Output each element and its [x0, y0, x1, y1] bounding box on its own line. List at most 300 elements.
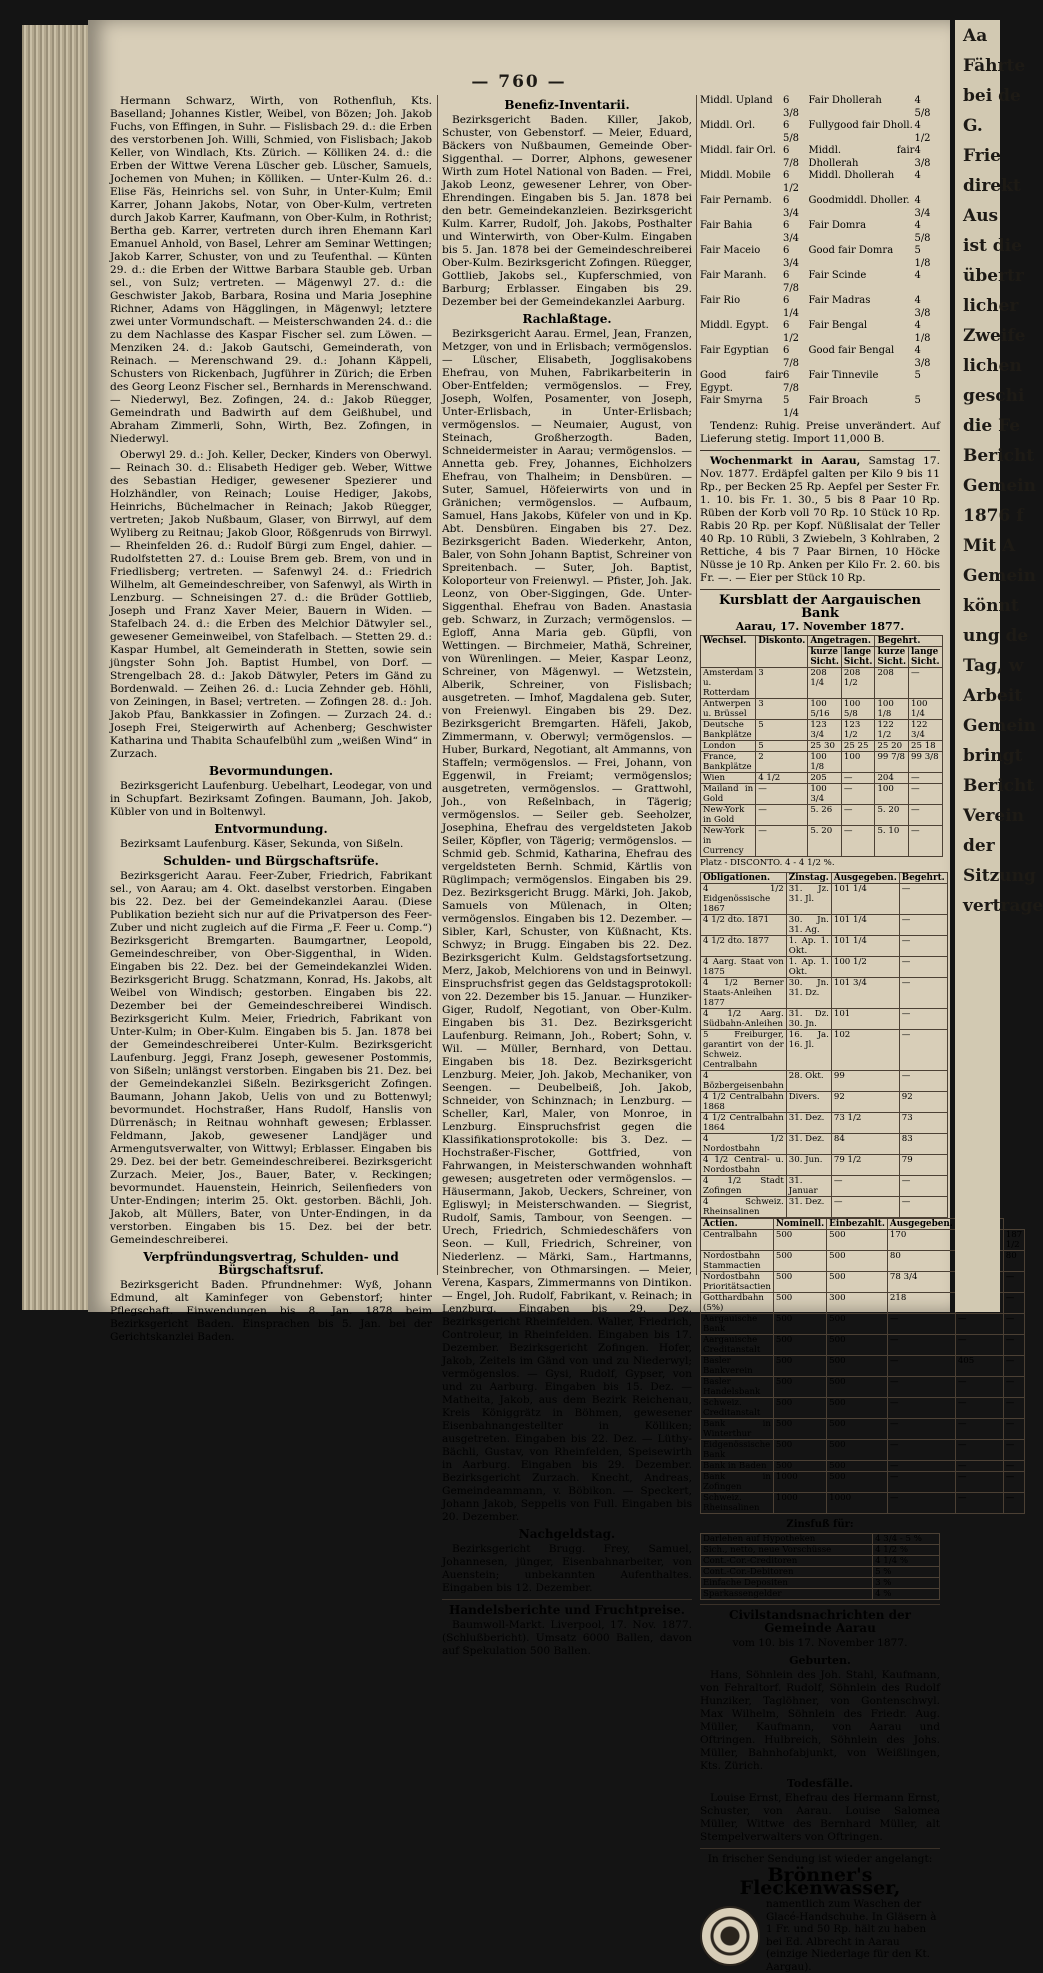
aktien-cell: — — [955, 1493, 1003, 1514]
adjacent-page-text: ung de — [963, 626, 1029, 646]
obligationen-cell: 73 — [899, 1113, 947, 1134]
obligationen-cell: 101 — [831, 1009, 899, 1030]
column-2 — [442, 95, 692, 1657]
wechsel-cell: 25 25 — [841, 741, 875, 752]
wechsel-cell: France, Bankplätze — [701, 752, 756, 773]
aktien-cell: 500 — [773, 1293, 826, 1314]
wechsel-cell: 100 5/8 — [841, 699, 875, 720]
aktien-cell: — — [955, 1335, 1003, 1356]
aktien-cell: — — [887, 1356, 955, 1377]
cotton-cell: Fair Scinde — [808, 270, 867, 281]
cotton-cell: 6 1/4 — [782, 295, 800, 319]
aktien-cell: — — [887, 1493, 955, 1514]
cotton-cell: Middl. Egypt. — [700, 320, 769, 331]
aktien-cell: Schweiz. Rheinsalinen — [701, 1493, 774, 1514]
cotton-cell: Good fair Domra — [808, 245, 894, 256]
obligationen-cell: — — [899, 957, 947, 978]
adjacent-page-text: die Fe — [963, 416, 1021, 436]
todesfaelle-text: Louise Ernst, Ehefrau des Hermann Ernst, Schuster, von Aarau. Louise Salomea Müller, Wittwe des Bernhard Müller, alt Stempelverwalters von Oftringen. — [700, 1792, 940, 1843]
aktien-row — [701, 1335, 1025, 1356]
aktien-cell: 500 — [773, 1419, 826, 1440]
aktien-cell: 500 — [773, 1461, 826, 1472]
cotton-cell: 6 3/4 — [782, 245, 800, 269]
aktien-cell: — — [887, 1472, 955, 1493]
obligationen-cell: — — [899, 1176, 947, 1197]
obligationen-cell: 4 Schweiz. Rheinsalinen — [701, 1197, 787, 1218]
zinsfuss-row — [701, 1534, 940, 1545]
bank-date: Aarau, 17. November 1877. — [735, 620, 905, 633]
wechsel-cell: 100 1/4 — [909, 699, 943, 720]
aktien-cell: 500 — [827, 1314, 888, 1335]
bank-title: Kursblatt der Aargauischen Bank — [718, 593, 922, 621]
cotton-cell: 4 5/8 — [914, 95, 931, 119]
cotton-price-table — [700, 95, 940, 420]
paragraph-nachlasstage: Bezirksgericht Aarau. Ermel, Jean, Franzen, Metzger, von und in Erlisbach; vermögenslos. — Lüscher, Elisabeth, Jogglisakobens Ehefrau, von Muhen, Fabrikarbeiterin in Ober-Entfelden; vermögenslos. — Frey, Joseph, Wolfen, Posamenter, von Joseph, Unter-Erlisbach, in Unter-Erlisbach; vermögenslos. — Neumaier, August, von Steinach, Großherzogth. Baden, Schneidermeister in Aarau; vermögenslos. — Annetta geb. Frey, Johannes, Eichholzers Ehefrau, von Thalheim; in Densbüren. — Suter, Samuel, Höfeierwirts von und in Gränichen; vermögenslos. — Aufbaum, Samuel, Hans Jakobs, Küfeler von und in Kp. Abt. Densbüren. Eingaben bis 27. Dez. Bezirksgericht Baden. Wiederkehr, Anton, Baler, von Sohn Johann Baptist, Schreiner von Spreitenbach. — Suter, Joh. Baptist, Koloporteur von Freienwyl. — Pfister, Joh. Jak. Leonz, von Ober-Siggingen, Gde. Unter-Siggenthal. Ehefrau von Baden. Anastasia geb. Schwarz, in Zurzach; vermögenslos. — Egloff, Anna Maria geb. Güpfli, von Wettingen. — Birchmeier, Mathä, Schreiner, von Würenlingen. — Meier, Kaspar Leonz, Schreiner, von Mägenwyl. — Wetzstein, Alberik, Schreiner, von Fislisbach; ausgetreten. — Imhof, Magdalena geb. Suter, von Freienwyl. Eingaben bis 29. Dez. Bezirksgericht Bremgarten. Häfeli, Jakob, Zimmermann, v. Oberwyl; vermögenslos. — Huber, Burkard, Negotiant, alt Ammanns, von Staffeln; vermögenslos. — Frei, Johann, von Eggenwil, in Freiamt; vermögenslos; ausgetreten, vermögenslos. — Grattwohl, Joh., von Reßelnbach, in Tägerig; vermögenslos. — Seiler geb. Seeholzer, Josephina, Ehefrau des vergeldsteten Jakob Seiler, Köpfler, von Tägerig; vermögenslos. — Schmid geb. Schmid, Katharina, Ehefrau des vergeldsteten Bernh. Schmid, Kärtlis von Rüglimpach; vermögenslos. Eingaben bis 29. Dez. Bezirksgericht Brugg. Märki, Joh. Jakob, Samuels von Mülenach, in Olten; vermögenslos. Eingaben bis 12. Dezember. — Sibler, Karl, Schuster, von Küßnacht, Kts. Schwyz; in Brugg. Eingaben bis 22. Dez. Bezirksgericht Kulm. Geldstagsfortsetzung. Merz, Jakob, Melchiorens von und in Beinwyl. Einspruchsfrist gegen das Geldstagsprotokoll: von 22. Dezember bis 15. Januar. — Hunziker-Giger, Rudolf, Negotiant, von Ober-Kulm. Eingaben bis 31. Dez. Bezirksgericht Laufenburg. Reimann, Joh., Robert; Sohn, v. Wil. — Müller, Bernhard, von Dettau. Eingaben bis 18. Dez. Bezirksgericht Lenzburg. Meier, Joh. Jakob, Mechaniker, von Seengen. — Deubelbeiß, Joh. Jakob, Schneider, von Schinznach; in Lenzburg. — Scheller, Karl, Maler, von Monroe, in Lenzburg. Einspruchsfrist gegen die Klassifikationsprotokolle: bis 3. Dez. — Hochstraßer-Fischer, Gottfried, von Fahrwangen, in Meisterschwanden wohnhaft gewesen; ausgetreten oder vermögenslos. — Häusermann, Jakob, Ueckers, Schreiner, von Egliswyl; in Meisterschwanden. — Siegrist, Rudolf, Samis, Tambour, von Seengen. — Urech, Friedrich, Schmiedeschäfers von Seon. — Kull, Friedrich, Schreiner, von Niederlenz. — Märki, Sam., Hartmanns, Steinbrecher, von Othmarsingen. — Meier, Verena, Kaspars, Zimmermanns von Dintikon. — Engel, Joh. Rudolf, Fabrikant, v. Reinach; in Lenzburg. Eingaben bis 29. Dez. Bezirksgericht Rheinfelden. Waller, Friedrich, Controleur, in Rheinfelden. Eingaben bis 17. Dezember. Bezirksgericht Zofingen. Hofer, Jakob, Zeitels im Gänd von und zu Niederwyl; vermögenslos. — Gysi, Rudolf, Gypser, von und zu Aarburg. Eingaben bis 15. Dez. — Matheita, Jakob, aus dem Bezirk Reichenau, Kreis Königgrätz in Böhmen, gewesener Eisenbahnangestellter in Kölliken; ausgetreten. Eingaben bis 22. Dez. — Lüthy-Bächli, Gustav, von Rheinfelden, Speisewirth in Aarburg. Eingaben bis 29. Dezember. Bezirksgericht Zurzach. Knecht, Andreas, Gemeindeammann, v. Böbikon. — Speckert, Johann Jakob, Seppelis von Full. Eingaben bis 20. Dezember. — [442, 328, 692, 1523]
aktien-row — [701, 1461, 1025, 1472]
cotton-cell: Fair Egyptian — [700, 345, 769, 356]
wechsel-cell: 5. 20 — [875, 805, 909, 826]
wechsel-col-header: kurze Sicht. — [875, 647, 909, 668]
zinsfuss-table — [700, 1533, 940, 1600]
obligationen-cell: 101 3/4 — [831, 978, 899, 1009]
aktien-cell: — — [1003, 1493, 1024, 1514]
cotton-cell: Middl. Orl. — [700, 120, 756, 131]
cotton-cell: 6 3/4 — [782, 195, 800, 219]
wechsel-cell: — — [841, 826, 875, 857]
cotton-cell: 5 1/8 — [914, 245, 931, 269]
cotton-cell: Middl. Mobile — [700, 170, 771, 181]
column-rule — [696, 95, 697, 1275]
aktien-cell: — — [1003, 1314, 1024, 1335]
cotton-cell: Middl. Upland — [700, 95, 773, 106]
zinsfuss-cell: 3 % — [873, 1578, 940, 1589]
aktien-cell: 500 — [773, 1272, 826, 1293]
aktien-cell: — — [955, 1472, 1003, 1493]
aktien-cell: — — [887, 1377, 955, 1398]
wechsel-cell: 99 7/8 — [875, 752, 909, 773]
cotton-cell: 6 7/8 — [782, 145, 800, 169]
aktien-row — [701, 1419, 1025, 1440]
wechsel-col-header: lange Sicht. — [841, 647, 875, 668]
zinsfuss-row — [701, 1556, 940, 1567]
wechsel-cell: 5. 26 — [808, 805, 842, 826]
cotton-cell: 4 5/8 — [914, 220, 931, 244]
wechsel-cell: 208 — [875, 668, 909, 699]
wechsel-cell: 25 30 — [808, 741, 842, 752]
cotton-cell: Good fair Egypt. — [700, 370, 783, 394]
obligationen-cell: — — [899, 1071, 947, 1092]
heading-handelsberichte: Handelsberichte und Fruchtpreise. — [449, 1603, 685, 1617]
aktien-cell: 218 — [887, 1293, 955, 1314]
cotton-cell: Fair Dhollerah — [808, 95, 882, 106]
wechsel-cell: 5 — [756, 741, 808, 752]
aktien-cell: 500 — [827, 1251, 888, 1272]
obligationen-cell: 101 1/4 — [831, 884, 899, 915]
wechsel-cell: 5. 20 — [808, 826, 842, 857]
cotton-cell: Fair Bahia — [700, 220, 753, 231]
adjacent-page-text: licher — [963, 296, 1019, 316]
wechsel-cell: 205 — [808, 773, 842, 784]
zinsfuss-cell: 4 3/4 - 5 % — [873, 1534, 940, 1545]
wechsel-note: Platz - DISCONTO. 4 - 4 1/2 %. — [700, 858, 835, 868]
wechsel-row — [701, 720, 943, 741]
obligationen-cell: 4 1/2 Centralbahn 1864 — [701, 1113, 787, 1134]
paragraph-estates-1: Hermann Schwarz, Wirth, von Rothenfluh, Kts. Baselland; Johannes Kistler, Weibel, von Bözen; Joh. Jakob Fuchs, von Effingen, in Suhr. — Fislisbach 29. d.: die Erben des verstorbenen Joh. Willi, Schmied, von Fislisbach; Jakob Keller, von Windlach, Kts. Zürich. — Kölliken 24. d.: die Erben der Wittwe Verena Lüscher geb. Lüscher, Samuels, Jochemen von Muhen; in Kölliken. — Unter-Kulm 26. d.: Elise Fäs, Heinrichs sel. von Suhr, in Unter-Kulm; Emil Karrer, Johann Jakobs, Notar, von Ober-Kulm, vertreten durch Jakob Karrer, Kaufmann, von Ober-Kulm, in Rothrist; Bertha geb. Karrer, vertreten durch ihren Ehemann Karl Emanuel Anhold, von Basel, Lehrer am Seminar Wettingen; Jakob Karrer, Schuster, von und zu Teufenthal. — Künten 29. d.: die Erben der Wittwe Barbara Stauble geb. Urban sel., von Sulz; vertreten. — Mägenwyl 27. d.: die Geschwister Jakob, Barbara, Rosina und Maria Josephine Richner, Adams von Hägglingen, in Mägenwyl; letztere zwei unter Vormundschaft. — Meisterschwanden 24. d.: die zu dem Nachlasse des Kaspar Fischer sel. zum Löwen. — Menziken 24. d.: Jakob Gautschi, Gemeinderath, von Reinach. — Merenschwand 29. d.: Johann Käppeli, Schusters von Rickenbach, Jugführer in Zürich; die Erben des Georg Leonz Fischer sel., Bernhards in Merenschwand. — Niederwyl, Bez. Zofingen, 24. d.: Jakob Rüegger, Gemeindrath und Badwirth auf dem Geißhubel, und Abraham Zimmerli, Sohn, Wirth, Bez. Zofingen, in Niederwyl. — [110, 95, 432, 445]
obligationen-cell: 4 1/2 Berner Staats-Anleihen 1877 — [701, 978, 787, 1009]
aktien-cell: Basler Bankverein — [701, 1356, 774, 1377]
adjacent-page-text: Arbeit — [963, 686, 1023, 706]
aktien-cell: 500 — [773, 1356, 826, 1377]
cotton-cell: Fair Maranh. — [700, 270, 767, 281]
wechsel-cell: 25 20 — [875, 741, 909, 752]
obligationen-row — [701, 1071, 948, 1092]
wechsel-row — [701, 741, 943, 752]
wechsel-cell: — — [756, 784, 808, 805]
adjacent-page-text: könnt — [963, 596, 1019, 616]
aktien-cell: Nordostbahn Prioritätsactien — [701, 1272, 774, 1293]
wechsel-col-header: lange Sicht. — [909, 647, 943, 668]
adjacent-page-text: G. — [963, 116, 983, 136]
aktien-cell: Bank in Winterthur — [701, 1419, 774, 1440]
obligationen-cell: 31. Dez. — [786, 1113, 831, 1134]
aktien-row — [701, 1314, 1025, 1335]
aktien-cell: 500 — [827, 1440, 888, 1461]
cotton-cell: 4 1/2 — [914, 120, 931, 144]
paragraph-nachgeldstag: Bezirksgericht Brugg. Frey, Samuel, Johannesen, jünger, Eisenbahnarbeiter, von Auenstein; unbekannten Aufenthaltes. Eingaben bis 12. Dezember. — [442, 1543, 692, 1594]
heading-entvormundung: Entvormundung. — [214, 822, 328, 836]
aktien-cell: 1000 — [773, 1472, 826, 1493]
wechsel-cell: New-York in Currency — [701, 826, 756, 857]
obligationen-cell: 30. Jun. — [786, 1155, 831, 1176]
aktien-cell: — — [887, 1398, 955, 1419]
cotton-cell: 4 — [914, 170, 921, 181]
aktien-col-header: Ausgegeben. — [887, 1219, 955, 1230]
aktien-cell: 80 — [887, 1251, 955, 1272]
aktien-cell: — — [1003, 1272, 1024, 1293]
wechsel-cell: 100 — [841, 752, 875, 773]
zinsfuss-cell: 4 % — [873, 1589, 940, 1600]
obligationen-row — [701, 1176, 948, 1197]
wechsel-cell: 3 — [756, 668, 808, 699]
wechsel-cell: — — [909, 805, 943, 826]
obligationen-cell: 4 Bözbergeisenbahn — [701, 1071, 787, 1092]
aktien-cell: 500 — [827, 1356, 888, 1377]
divider — [700, 450, 940, 451]
adjacent-page-text: direkt — [963, 176, 1021, 196]
aktien-cell: Aargauische Bank — [701, 1314, 774, 1335]
cotton-cell: Good fair Bengal — [808, 345, 895, 356]
aktien-cell: — — [1003, 1419, 1024, 1440]
wechsel-cell: 122 3/4 — [909, 720, 943, 741]
aktien-cell: — — [887, 1419, 955, 1440]
aktien-cell: 500 — [773, 1230, 826, 1251]
aktien-row — [701, 1440, 1025, 1461]
aktien-cell: Bank in Zofingen — [701, 1472, 774, 1493]
obligationen-cell: 73 1/2 — [831, 1113, 899, 1134]
wechsel-row — [701, 784, 943, 805]
obligationen-cell: 31. Dz. 30. Jn. — [786, 1009, 831, 1030]
divider — [700, 1604, 940, 1605]
cotton-cell: Fair Broach — [808, 395, 868, 406]
paragraph-entvormundung: Bezirksamt Laufenburg. Käser, Sekunda, von Sißeln. — [120, 838, 404, 850]
ad-title: Brönner's Fleckenwasser, — [739, 1864, 901, 1899]
aktien-cell: 500 — [827, 1377, 888, 1398]
aktien-cell: 500 — [827, 1472, 888, 1493]
civilstand-range: vom 10. bis 17. November 1877. — [732, 1637, 908, 1649]
zinsfuss-cell: 4 1/2 % — [873, 1545, 940, 1556]
obligationen-cell: 31. Dez. — [786, 1197, 831, 1218]
obligationen-cell: — — [899, 915, 947, 936]
obligationen-cell: 92 — [899, 1092, 947, 1113]
obligationen-cell: 31. Januar — [786, 1176, 831, 1197]
wochenmarkt-paragraph — [700, 455, 940, 585]
cotton-row — [700, 270, 940, 295]
aktien-cell: — — [887, 1335, 955, 1356]
heading-civilstand: Civilstandsnachrichten der Gemeinde Aarau — [728, 1608, 911, 1635]
heading-benefiz: Benefiz-Inventarii. — [504, 98, 630, 112]
cotton-cell: Fair Bengal — [808, 320, 868, 331]
heading-bevormundungen: Bevormundungen. — [209, 764, 333, 778]
wechsel-col-header: Diskonto. — [756, 636, 808, 668]
aktien-cell: 1000 — [773, 1493, 826, 1514]
cotton-row — [700, 320, 940, 345]
seal-icon — [700, 1906, 760, 1966]
obligationen-row — [701, 957, 948, 978]
obligationen-row — [701, 1134, 948, 1155]
wechsel-cell: — — [756, 826, 808, 857]
wechsel-row — [701, 805, 943, 826]
cotton-cell: Fullygood fair Dholl. — [808, 120, 913, 131]
adjacent-page-text: der — [963, 836, 995, 856]
aktien-cell: — — [1003, 1356, 1024, 1377]
aktien-cell: 500 — [773, 1335, 826, 1356]
aktien-cell: — — [1003, 1377, 1024, 1398]
obligationen-cell: 31. Dez. — [786, 1134, 831, 1155]
aktien-cell: 78 3/4 — [887, 1272, 955, 1293]
aktien-row — [701, 1398, 1025, 1419]
zinsfuss-cell: 5 % — [873, 1567, 940, 1578]
adjacent-page-text: Gemein — [963, 566, 1036, 586]
wechsel-cell: 122 1/2 — [875, 720, 909, 741]
wechsel-row — [701, 773, 943, 784]
adjacent-page-text: Tag, w — [963, 656, 1024, 676]
divider — [442, 1599, 692, 1600]
adjacent-page-text: Aa — [963, 26, 988, 46]
wechsel-cell: — — [756, 805, 808, 826]
wechsel-row — [701, 668, 943, 699]
wechsel-cell: 100 1/8 — [875, 699, 909, 720]
aktien-cell: 500 — [827, 1335, 888, 1356]
aktien-row — [701, 1493, 1025, 1514]
wechsel-cell: Amsterdam u. Rotterdam — [701, 668, 756, 699]
obligationen-cell: 30. Jn. 31. Dz. — [786, 978, 831, 1009]
ad-intro: In frischer Sendung ist wieder angelangt: — [707, 1853, 933, 1865]
adjacent-page-text: Verein — [963, 806, 1025, 826]
aktien-cell: Nordostbahn Stammactien — [701, 1251, 774, 1272]
obligationen-row — [701, 1030, 948, 1071]
obligationen-row — [701, 936, 948, 957]
cotton-cell: 6 1/2 — [782, 170, 800, 194]
obligationen-row — [701, 884, 948, 915]
obligationen-cell: 101 1/4 — [831, 915, 899, 936]
obligationen-cell: 4 1/2 Aarg. Südbahn-Anleihen — [701, 1009, 787, 1030]
aktien-cell: 500 — [773, 1251, 826, 1272]
cotton-row — [700, 95, 940, 120]
obligationen-cell: 84 — [831, 1134, 899, 1155]
paragraph-bevormundungen: Bezirksgericht Laufenburg. Uebelhart, Leodegar, von und in Schupfart. Bezirksamt Zofingen. Baumann, Joh. Jakob, Kübler von und in Boltenwyl. — [110, 780, 432, 818]
cotton-cell: 4 3/4 — [914, 195, 931, 219]
column-rule — [437, 95, 438, 1275]
obligationen-cell: 100 1/2 — [831, 957, 899, 978]
cotton-cell: 5 — [914, 395, 921, 406]
adjacent-page-text: vertrage — [963, 896, 1043, 916]
aktien-cell: — — [955, 1398, 1003, 1419]
wechsel-cell: — — [841, 773, 875, 784]
aktien-col-header: Einbezahlt. — [827, 1219, 888, 1230]
cotton-cell: 6 7/8 — [782, 270, 800, 294]
wochenmarkt-text: Samstag 17. Nov. 1877. Erdäpfel galten per Kilo 9 bis 11 Rp., per Becken 25 Rp. Aepfel per Sester Fr. 1. 10. bis Fr. 1. 30., 5 bis 8 Paar 10 Rp. Rüben der Korb voll 70 Rp. 10 Stück 10 Rp. Rabis 20 Rp. per Kopf. Nüßlisalat der Teller 40 Rp. 10 Rübli, 3 Zwiebeln, 3 Kohlraben, 2 Rettiche, 4 bis 7 Paar Birnen, 10 Höcke Nüsse je 10 Rp. Anken per Kilo Fr. 2. 60. bis Fr. —. — Eier per Stück 10 Rp. — [700, 455, 941, 584]
aktien-cell: 500 — [773, 1377, 826, 1398]
adjacent-page-text: Sitzung — [963, 866, 1036, 886]
obligationen-row — [701, 915, 948, 936]
zinsfuss-cell: Cont.-Cor.-Debitoren — [701, 1567, 873, 1578]
wechsel-cell: 204 — [875, 773, 909, 784]
wechsel-cell: 123 3/4 — [808, 720, 842, 741]
aktien-col-header: Nominell. — [773, 1219, 826, 1230]
heading-verpfruendung: Verpfründungsvertrag, Schulden- und Bürgschaftsruf. — [143, 1250, 399, 1277]
obligationen-cell: 1. Ap. 1. Okt. — [786, 957, 831, 978]
cotton-cell: 4 3/8 — [914, 345, 931, 369]
adjacent-page-text: Bericht — [963, 776, 1035, 796]
zinsfuss-row — [701, 1589, 940, 1600]
wechsel-cell: 208 1/4 — [808, 668, 842, 699]
aktien-cell: Aargauische Creditanstalt — [701, 1335, 774, 1356]
advertisement-fleckenwasser — [700, 1853, 940, 1973]
obligationen-cell: 99 — [831, 1071, 899, 1092]
obligationen-cell: 16. Ja. 16. Jl. — [786, 1030, 831, 1071]
aktien-cell: 500 — [827, 1419, 888, 1440]
aktien-cell: — — [955, 1419, 1003, 1440]
wechsel-cell: Wien — [701, 773, 756, 784]
wechsel-cell: Mailand in Gold — [701, 784, 756, 805]
page-number: — 760 — — [471, 72, 567, 92]
adjacent-page-text: Fährte — [963, 56, 1026, 76]
cotton-cell: 4 3/8 — [914, 145, 931, 169]
obligationen-cell: — — [899, 884, 947, 915]
obligationen-col-header: Obligationen. — [701, 873, 787, 884]
aktien-cell: Bank in Baden — [701, 1461, 774, 1472]
cotton-cell: Fair Tinnevile — [808, 370, 879, 381]
zinsfuss-row — [701, 1545, 940, 1556]
aktien-cell: 1000 — [827, 1493, 888, 1514]
obligationen-cell: 79 1/2 — [831, 1155, 899, 1176]
cotton-cell: 5 — [914, 370, 921, 381]
obligationen-cell: 92 — [831, 1092, 899, 1113]
obligationen-cell: 31. Jz. 31. Jl. — [786, 884, 831, 915]
obligationen-cell: 4 1/2 Eidgenössische 1867 — [701, 884, 787, 915]
heading-nachlasstage: Rachlaßtage. — [522, 312, 612, 326]
heading-todesfaelle: Todesfälle. — [786, 1777, 854, 1790]
cotton-row — [700, 345, 940, 370]
cotton-row — [700, 195, 940, 220]
geburten-text: Hans, Söhnlein des Joh. Stahl, Kaufmann, von Fehraltorf. Rudolf, Söhnlein des Rudolf Hunziker, Taglöhner, von Gontenschwyl. Max Wilhelm, Söhnlein des Friedr. Aug. Müller, Kaufmann, von Aarau und Oftringen. Hulbreich, Söhnlein des Johs. Müller, Bahnhofabjunkt, von Weißlingen, Kts. Zürich. — [700, 1669, 940, 1772]
wechsel-cell: — — [909, 773, 943, 784]
cotton-cell: 6 7/8 — [782, 345, 800, 369]
cotton-cell: 6 3/8 — [782, 95, 800, 119]
wechsel-cell: 100 1/8 — [808, 752, 842, 773]
divider — [700, 589, 940, 590]
heading-geburten: Geburten. — [789, 1654, 851, 1667]
wechsel-cell: — — [841, 805, 875, 826]
aktien-cell: 170 — [887, 1230, 955, 1251]
cotton-cell: 4 1/8 — [914, 320, 931, 344]
obligationen-cell: — — [899, 1197, 947, 1218]
adjacent-page-text: Mit A — [963, 536, 1016, 556]
wechsel-row — [701, 752, 943, 773]
aktien-row — [701, 1472, 1025, 1493]
adjacent-page-text: geschi — [963, 386, 1025, 406]
cotton-cell: Fair Smyrna — [700, 395, 763, 406]
obligationen-cell: 4 1/2 dto. 1877 — [701, 936, 787, 957]
cotton-cell: 4 — [914, 270, 921, 281]
adjacent-page-text: Zweife — [963, 326, 1026, 346]
cotton-cell: Middl. fair Dhollerah — [808, 145, 915, 169]
aktien-cell: — — [955, 1314, 1003, 1335]
aktien-cell: Schweiz. Creditanstalt — [701, 1398, 774, 1419]
obligationen-cell: 101 1/4 — [831, 936, 899, 957]
heading-nachgeldstag: Nachgeldstag. — [518, 1527, 616, 1541]
obligationen-row — [701, 1009, 948, 1030]
wechsel-cell: Antwerpen u. Brüssel — [701, 699, 756, 720]
adjacent-page-text: bringt — [963, 746, 1023, 766]
wechsel-cell: 123 1/2 — [841, 720, 875, 741]
ad-text: namentlich zum Waschen der Glacé-Handschuhe. In Gläsern à 1 Fr. und 50 Rp. hält zu haben bei Ed. Albrecht in Aarau (einzige Niederlage für den Kt. Aargau). — [766, 1898, 937, 1973]
aktien-cell: — — [887, 1461, 955, 1472]
obligationen-col-header: Zinstag. — [786, 873, 831, 884]
cotton-cell: Middl. Dhollerah — [808, 170, 895, 181]
zinsfuss-row — [701, 1578, 940, 1589]
zinsfuss-cell: 4 1/4 % — [873, 1556, 940, 1567]
obligationen-cell: — — [899, 978, 947, 1009]
wechsel-cell: 4 1/2 — [756, 773, 808, 784]
paragraph-schulden: Bezirksgericht Aarau. Feer-Zuber, Friedrich, Fabrikant sel., von Aarau; am 4. Okt. daselbst verstorben. Eingaben bis 22. Dez. bei der Gemeindekanzlei Aarau. (Diese Publikation bezieht sich nur auf die Privatperson des Feer-Zuber und nicht zugleich auf die Firma „F. Feer u. Comp.“) Bezirksgericht Bremgarten. Baumgartner, Leopold, Gemeindeschreiber, von Ober-Siggenthal, in Widen. Eingaben bis 22. Dez. bei der Gemeindekanzlei Widen. Bezirksgericht Brugg. Schatzmann, Konrad, Hs. Jakobs, alt Weibel von Windisch; gestorben. Eingaben bis 22. Dezember bei der Gemeindeschreiberei Windisch. Bezirksgericht Kulm. Meier, Friedrich, Fabrikant von Unter-Kulm; in Ober-Kulm. Eingaben bis 5. Jan. 1878 bei der Gemeindeschreiberei Unter-Kulm. Bezirksgericht Laufenburg. Jeggi, Franz Joseph, gewesener Postommis, von Sißeln; unlängst verstorben. Eingaben bis 21. Dez. bei der Gemeindekanzlei Sißeln. Bezirksgericht Zofingen. Baumann, Johann Jakob, Uelis von und zu Bottenwyl; bevormundet. Hochstraßer, Hans Rudolf, Hanslis von Dürrenäsch; in Reitnau wohnhaft gewesen; Erblasser. Feldmann, Jakob, gewesener Landjäger und Armengutsverwalter, von Wittwyl; Erblasser. Eingaben bis 29. Dez. bei der betr. Gemeindeschreiberei. Bezirksgericht Zurzach. Meier, Jos., Bauer, Bater, v. Reckingen; bevormundet. Hauenstein, Heinrich, Seilenfieders von Unter-Endingen; interim 25. Okt. gestorben. Bächli, Joh. Jakob, alt Müllers, Bater, von Unter-Endingen, in da verstorben. Eingaben bis 15. Dez. bei der betr. Gemeindeschreiberei. — [110, 870, 432, 1246]
aktien-cell: 500 — [773, 1314, 826, 1335]
zinsfuss-title: Zinsfuß für: — [786, 1519, 854, 1530]
obligationen-cell: 4 1/2 dto. 1871 — [701, 915, 787, 936]
wechsel-row — [701, 699, 943, 720]
aktien-cell: 500 — [773, 1398, 826, 1419]
cotton-cell: 6 1/2 — [782, 320, 800, 344]
aktien-cell: — — [955, 1461, 1003, 1472]
cotton-cell: 5 1/4 — [782, 395, 800, 419]
obligationen-row — [701, 1155, 948, 1176]
aktien-cell: 500 — [827, 1398, 888, 1419]
aktien-col-header: Actien. — [701, 1219, 774, 1230]
aktien-cell: Gotthardbahn (5%) — [701, 1293, 774, 1314]
wechsel-col-header: Wechsel. — [701, 636, 756, 668]
cotton-cell: 6 7/8 — [782, 370, 800, 394]
aktien-cell: 500 — [827, 1230, 888, 1251]
obligationen-cell: — — [899, 1030, 947, 1071]
cotton-cell: 6 5/8 — [782, 120, 800, 144]
aktien-cell: — — [1003, 1461, 1024, 1472]
obligationen-cell: — — [831, 1176, 899, 1197]
obligationen-row — [701, 978, 948, 1009]
obligationen-row — [701, 1197, 948, 1218]
cotton-row — [700, 220, 940, 245]
divider — [700, 1848, 940, 1849]
wechsel-cell: 5. 10 — [875, 826, 909, 857]
